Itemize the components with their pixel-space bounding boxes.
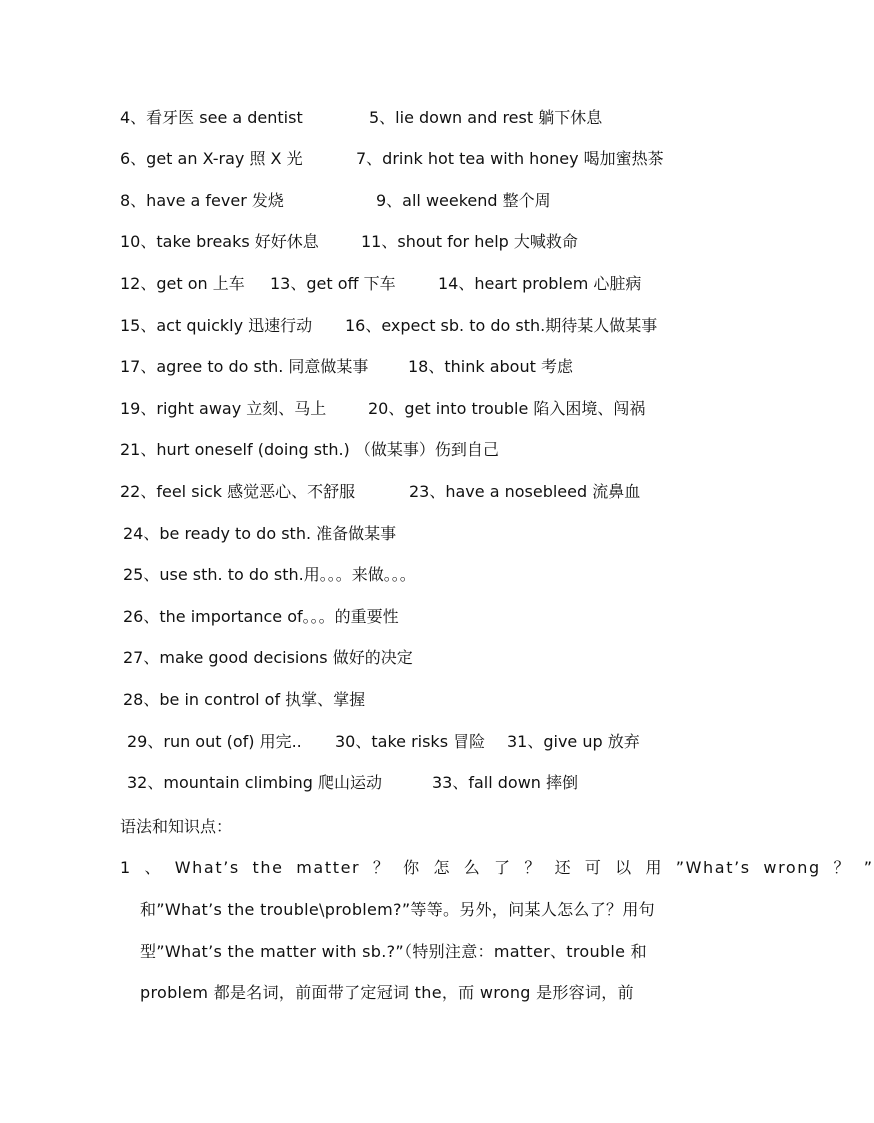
grammar-heading: 语法和知识点： — [120, 817, 233, 836]
phrase-item: 26、the importance of。。。的重要性 — [123, 607, 399, 626]
phrase-item: 31、give up 放弃 — [507, 732, 640, 751]
phrase-item: 13、get off 下车 — [270, 274, 396, 293]
phrase-item: 28、be in control of 执掌、掌握 — [123, 690, 366, 709]
phrase-item: 27、make good decisions 做好的决定 — [123, 648, 413, 667]
phrase-item: 18、think about 考虑 — [408, 357, 573, 376]
phrase-item: 9、all weekend 整个周 — [376, 191, 551, 210]
phrase-item: 15、act quickly 迅速行动 — [120, 316, 313, 335]
phrase-item: 19、right away 立刻、马上 — [120, 399, 327, 418]
phrase-item: 4、看牙医 see a dentist — [120, 108, 303, 127]
phrase-item: 7、drink hot tea with honey 喝加蜜热茶 — [356, 149, 664, 168]
phrase-item: 25、use sth. to do sth.用。。。来做。。。 — [123, 565, 416, 584]
phrase-item: 32、mountain climbing 爬山运动 — [127, 773, 383, 792]
phrase-item: 11、shout for help 大喊救命 — [361, 232, 578, 251]
phrase-item: 17、agree to do sth. 同意做某事 — [120, 357, 369, 376]
phrase-item: 24、be ready to do sth. 准备做某事 — [123, 524, 397, 543]
grammar-line: 1 、 What’s the matter ？ 你 怎 么 了 ？ 还 可 以 用 ”What’s wrong ？ ” — [120, 858, 874, 877]
phrase-item: 30、take risks 冒险 — [335, 732, 486, 751]
phrase-item: 12、get on 上车 — [120, 274, 245, 293]
phrase-item: 33、fall down 摔倒 — [432, 773, 579, 792]
phrase-item: 23、have a nosebleed 流鼻血 — [409, 482, 641, 501]
phrase-item: 14、heart problem 心脏病 — [438, 274, 642, 293]
phrase-item: 6、get an X-ray 照 X 光 — [120, 149, 303, 168]
phrase-item: 22、feel sick 感觉恶心、不舒服 — [120, 482, 356, 501]
grammar-line: 和”What’s the trouble\problem?”等等。另外，问某人怎么了？用句 — [140, 900, 655, 919]
phrase-item: 8、have a fever 发烧 — [120, 191, 284, 210]
phrase-item: 5、lie down and rest 躺下休息 — [369, 108, 603, 127]
phrase-item: 16、expect sb. to do sth.期待某人做某事 — [345, 316, 658, 335]
grammar-line: 型”What’s the matter with sb.?”（特别注意：matter、trouble 和 — [140, 942, 647, 961]
grammar-line: problem 都是名词，前面带了定冠词 the，而 wrong 是形容词，前 — [140, 983, 634, 1002]
phrase-item: 10、take breaks 好好休息 — [120, 232, 319, 251]
phrase-item: 20、get into trouble 陷入困境、闯祸 — [368, 399, 646, 418]
phrase-item: 29、run out (of) 用完.. — [127, 732, 302, 751]
phrase-item: 21、hurt oneself (doing sth.) （做某事）伤到自己 — [120, 440, 499, 459]
